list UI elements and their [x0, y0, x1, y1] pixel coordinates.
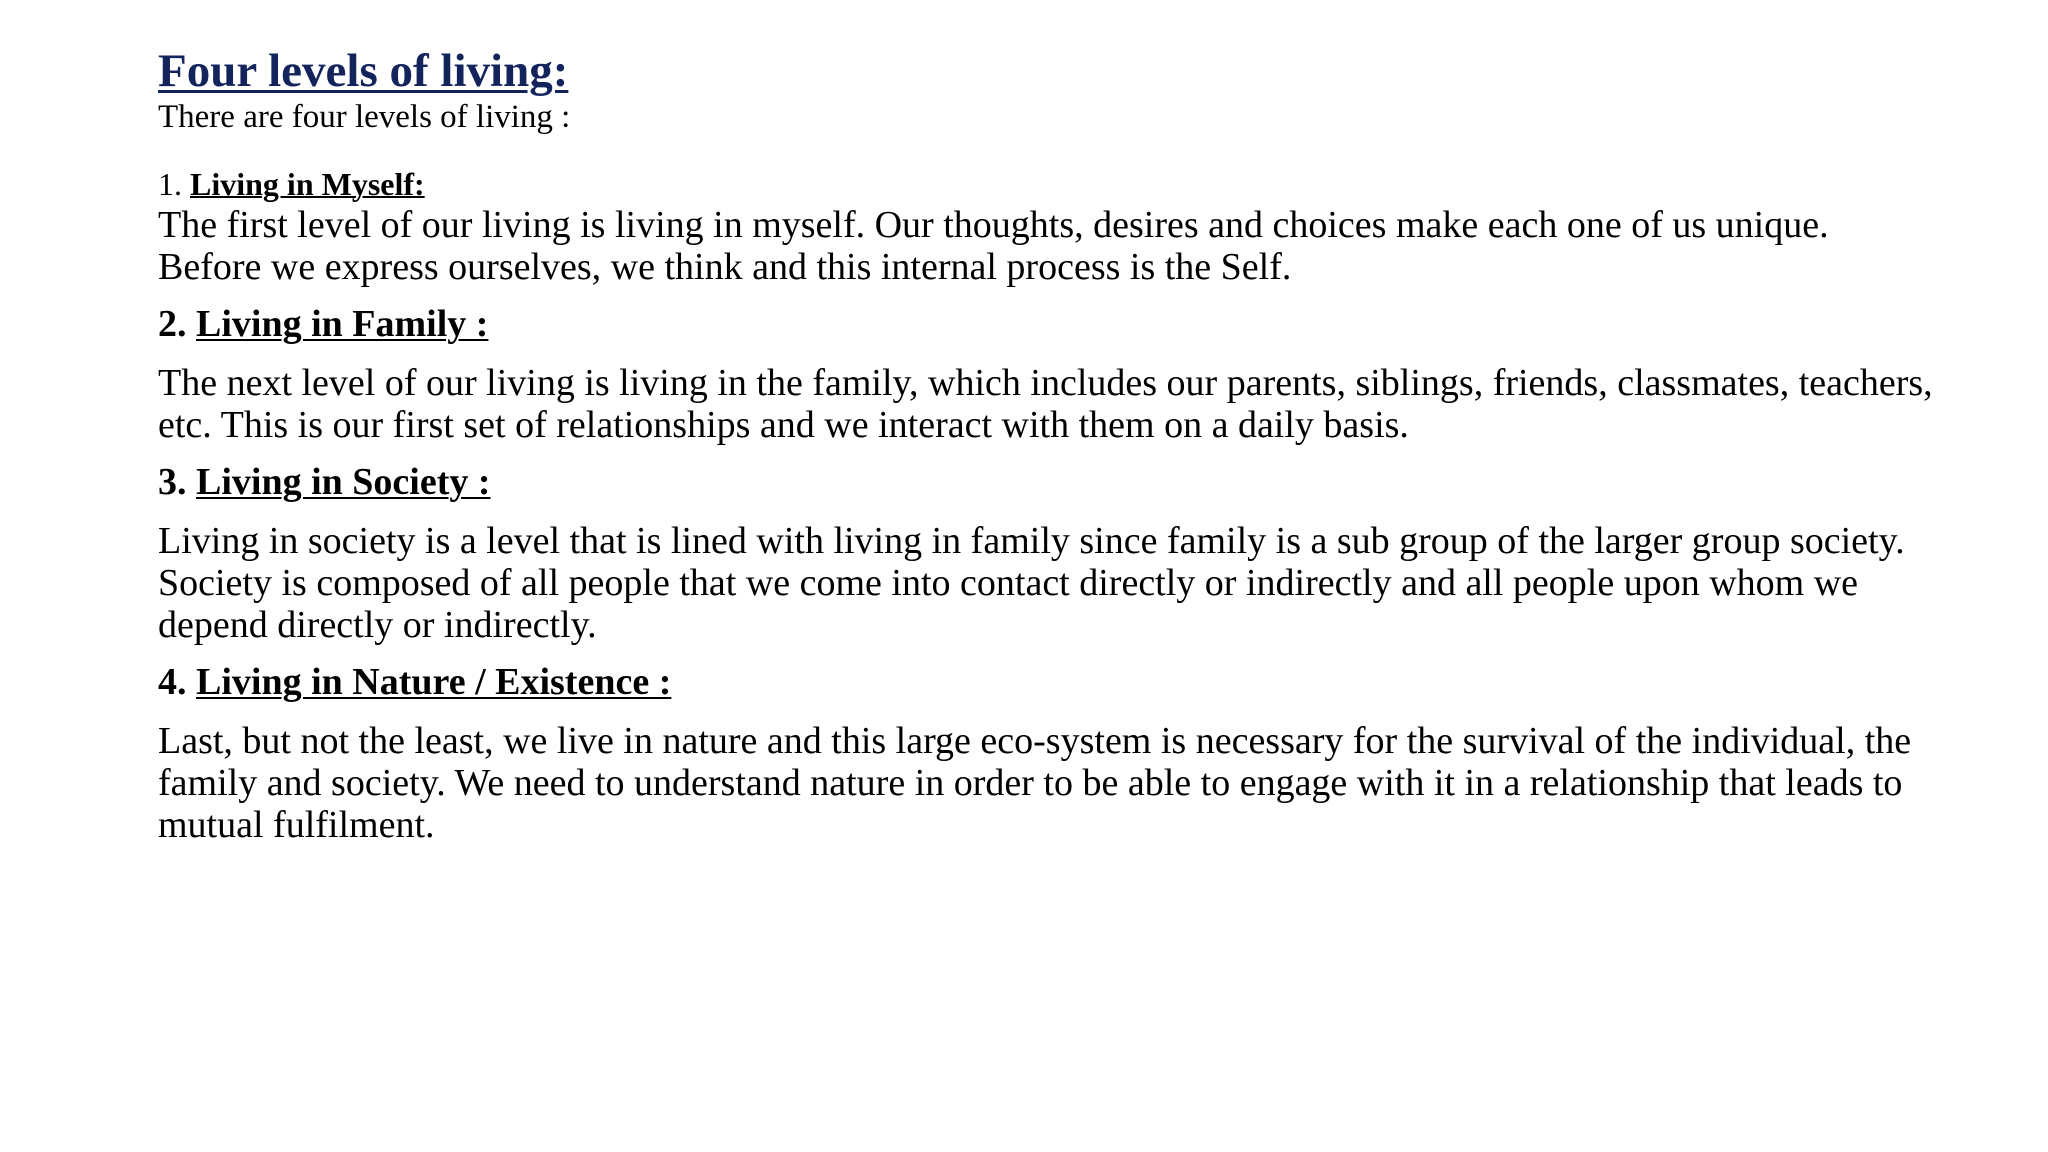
section-heading-3: [158, 460, 1938, 504]
section-heading-1: [158, 164, 1938, 204]
section-heading-label-2: Living in Family :: [196, 303, 489, 345]
intro-text: There are four levels of living :: [158, 99, 571, 135]
section-number-1: 1.: [158, 166, 182, 202]
section-body-4: Last, but not the least, we live in nature and this large eco-system is necessary for the survival of the individual, the family and society. We need to understand nature in order to be able to engage with it in a relationship that leads to mutual fulfilment.: [158, 720, 1912, 846]
section-heading-label-1: Living in Myself:: [190, 166, 425, 202]
section-number-2: 2.: [158, 303, 187, 345]
section-body-3: Living in society is a level that is lined with living in family since family is a sub group of the larger group society. Society is composed of all people that we come into contact directly or indirectly and all people upon whom we depend directly or indirectly.: [158, 520, 1905, 646]
section-heading-label-3: Living in Society :: [196, 461, 491, 503]
section-number-4: 4.: [158, 661, 187, 703]
section-heading-2: [158, 302, 1938, 346]
section-heading-4: [158, 660, 1938, 704]
section-heading-label-4: Living in Nature / Existence :: [196, 661, 672, 703]
slide-title: Four levels of living:: [158, 45, 569, 97]
section-number-3: 3.: [158, 461, 187, 503]
section-body-2: The next level of our living is living in the family, which includes our parents, siblings, friends, classmates, teachers, etc. This is our first set of relationships and we interact with them on a daily basis.: [158, 362, 1933, 446]
section-body-1: The first level of our living is living in myself. Our thoughts, desires and choices make each one of us unique. Before we express ourselves, we think and this internal process is the Self.: [158, 204, 1829, 288]
slide-content: [158, 44, 1938, 846]
